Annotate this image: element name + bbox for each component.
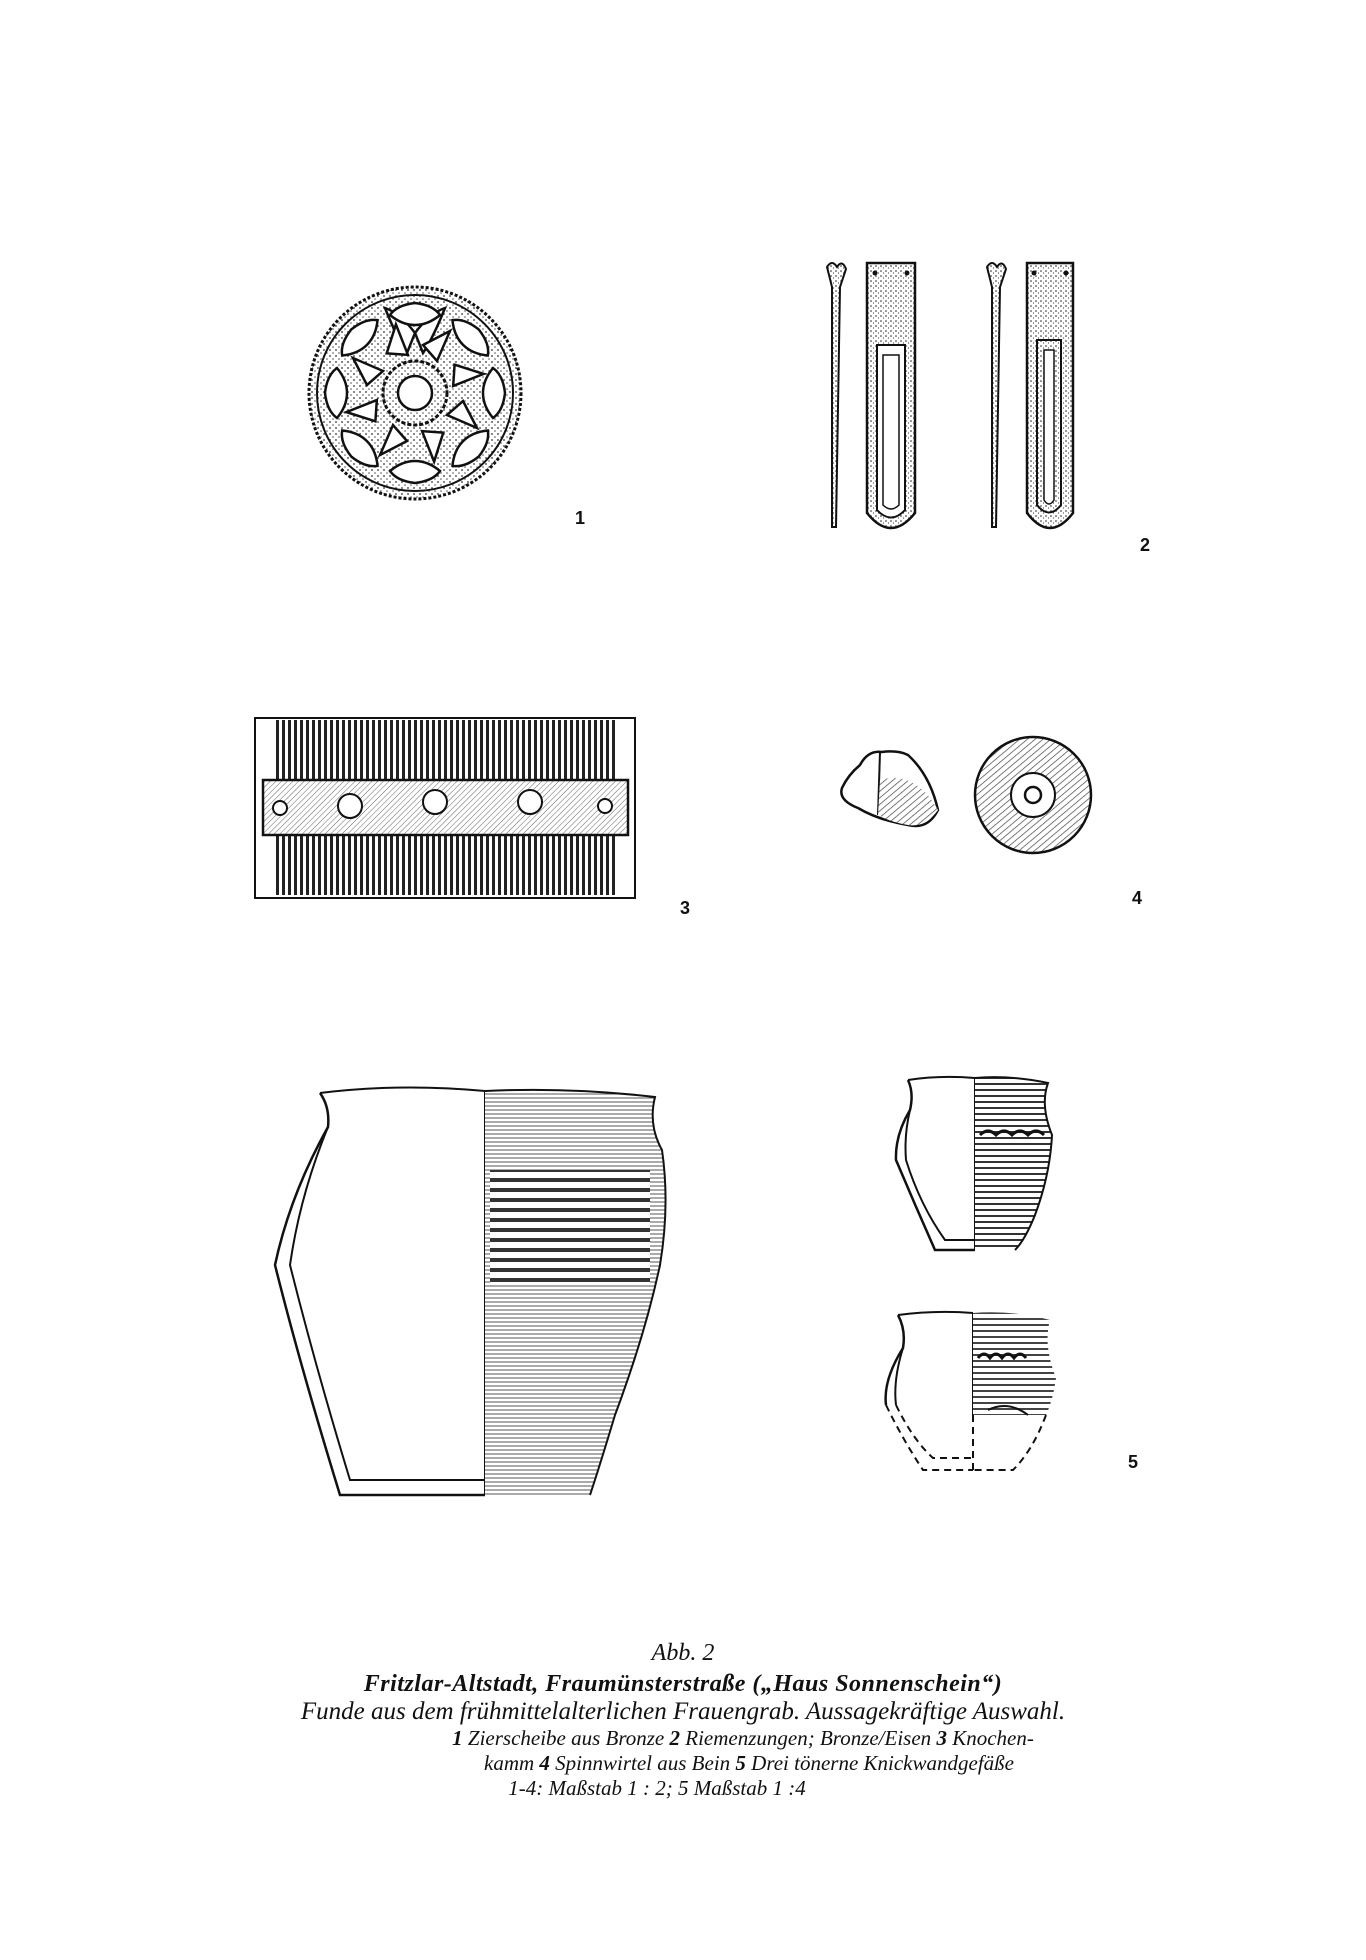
figure-number-1: 1 (575, 508, 586, 528)
caption-item-number: 2 (669, 1726, 681, 1750)
riemenzungen-drawing (815, 255, 1110, 545)
caption-item-text: Drei tönerne Knickwandgefäße (745, 1751, 1014, 1775)
caption-list-line-2 (66, 1751, 1366, 1776)
zierscheibe-drawing (305, 283, 525, 503)
knochenkamm-drawing (245, 710, 645, 905)
caption-item-text: Zierscheibe aus Bronze (462, 1726, 670, 1750)
caption-title: Fritzlar-Altstadt, Fraumünsterstraße („Haus Sonnenschein“) (363, 1671, 1003, 1697)
knickwandgefaess-small-2-drawing (878, 1310, 1063, 1485)
caption-item-text: Spinnwirtel aus Bein (549, 1751, 736, 1775)
knickwandgefaess-small-1-drawing (890, 1075, 1065, 1255)
caption-item-number: 1 (452, 1726, 463, 1750)
caption-item-text: kamm (484, 1751, 540, 1775)
caption-item-number: 3 (936, 1726, 947, 1750)
caption-item-text: Knochen- (946, 1726, 1034, 1750)
caption-item-number: 5 (735, 1751, 746, 1775)
spinnwirtel-drawing (820, 730, 1105, 860)
figure-number-2: 2 (1140, 535, 1151, 555)
caption-scale: 1-4: Maßstab 1 : 2; 5 Maßstab 1 :4 (508, 1776, 806, 1800)
figure-number-3: 3 (680, 898, 691, 918)
figure-number-4: 4 (1132, 888, 1143, 908)
knickwandgefaess-large-drawing (270, 1085, 690, 1505)
caption-item-number: 4 (539, 1751, 550, 1775)
figure-caption (0, 1640, 1366, 1801)
caption-subtitle: Funde aus dem frühmittelalterlichen Frauengrab. Aussagekräftige Auswahl. (300, 1698, 1066, 1725)
figure-number-5: 5 (1128, 1452, 1139, 1472)
caption-abb: Abb. 2 (651, 1640, 715, 1666)
caption-list-line-1 (60, 1726, 1366, 1751)
caption-item-text: Riemenzungen; Bronze/Eisen (680, 1726, 937, 1750)
